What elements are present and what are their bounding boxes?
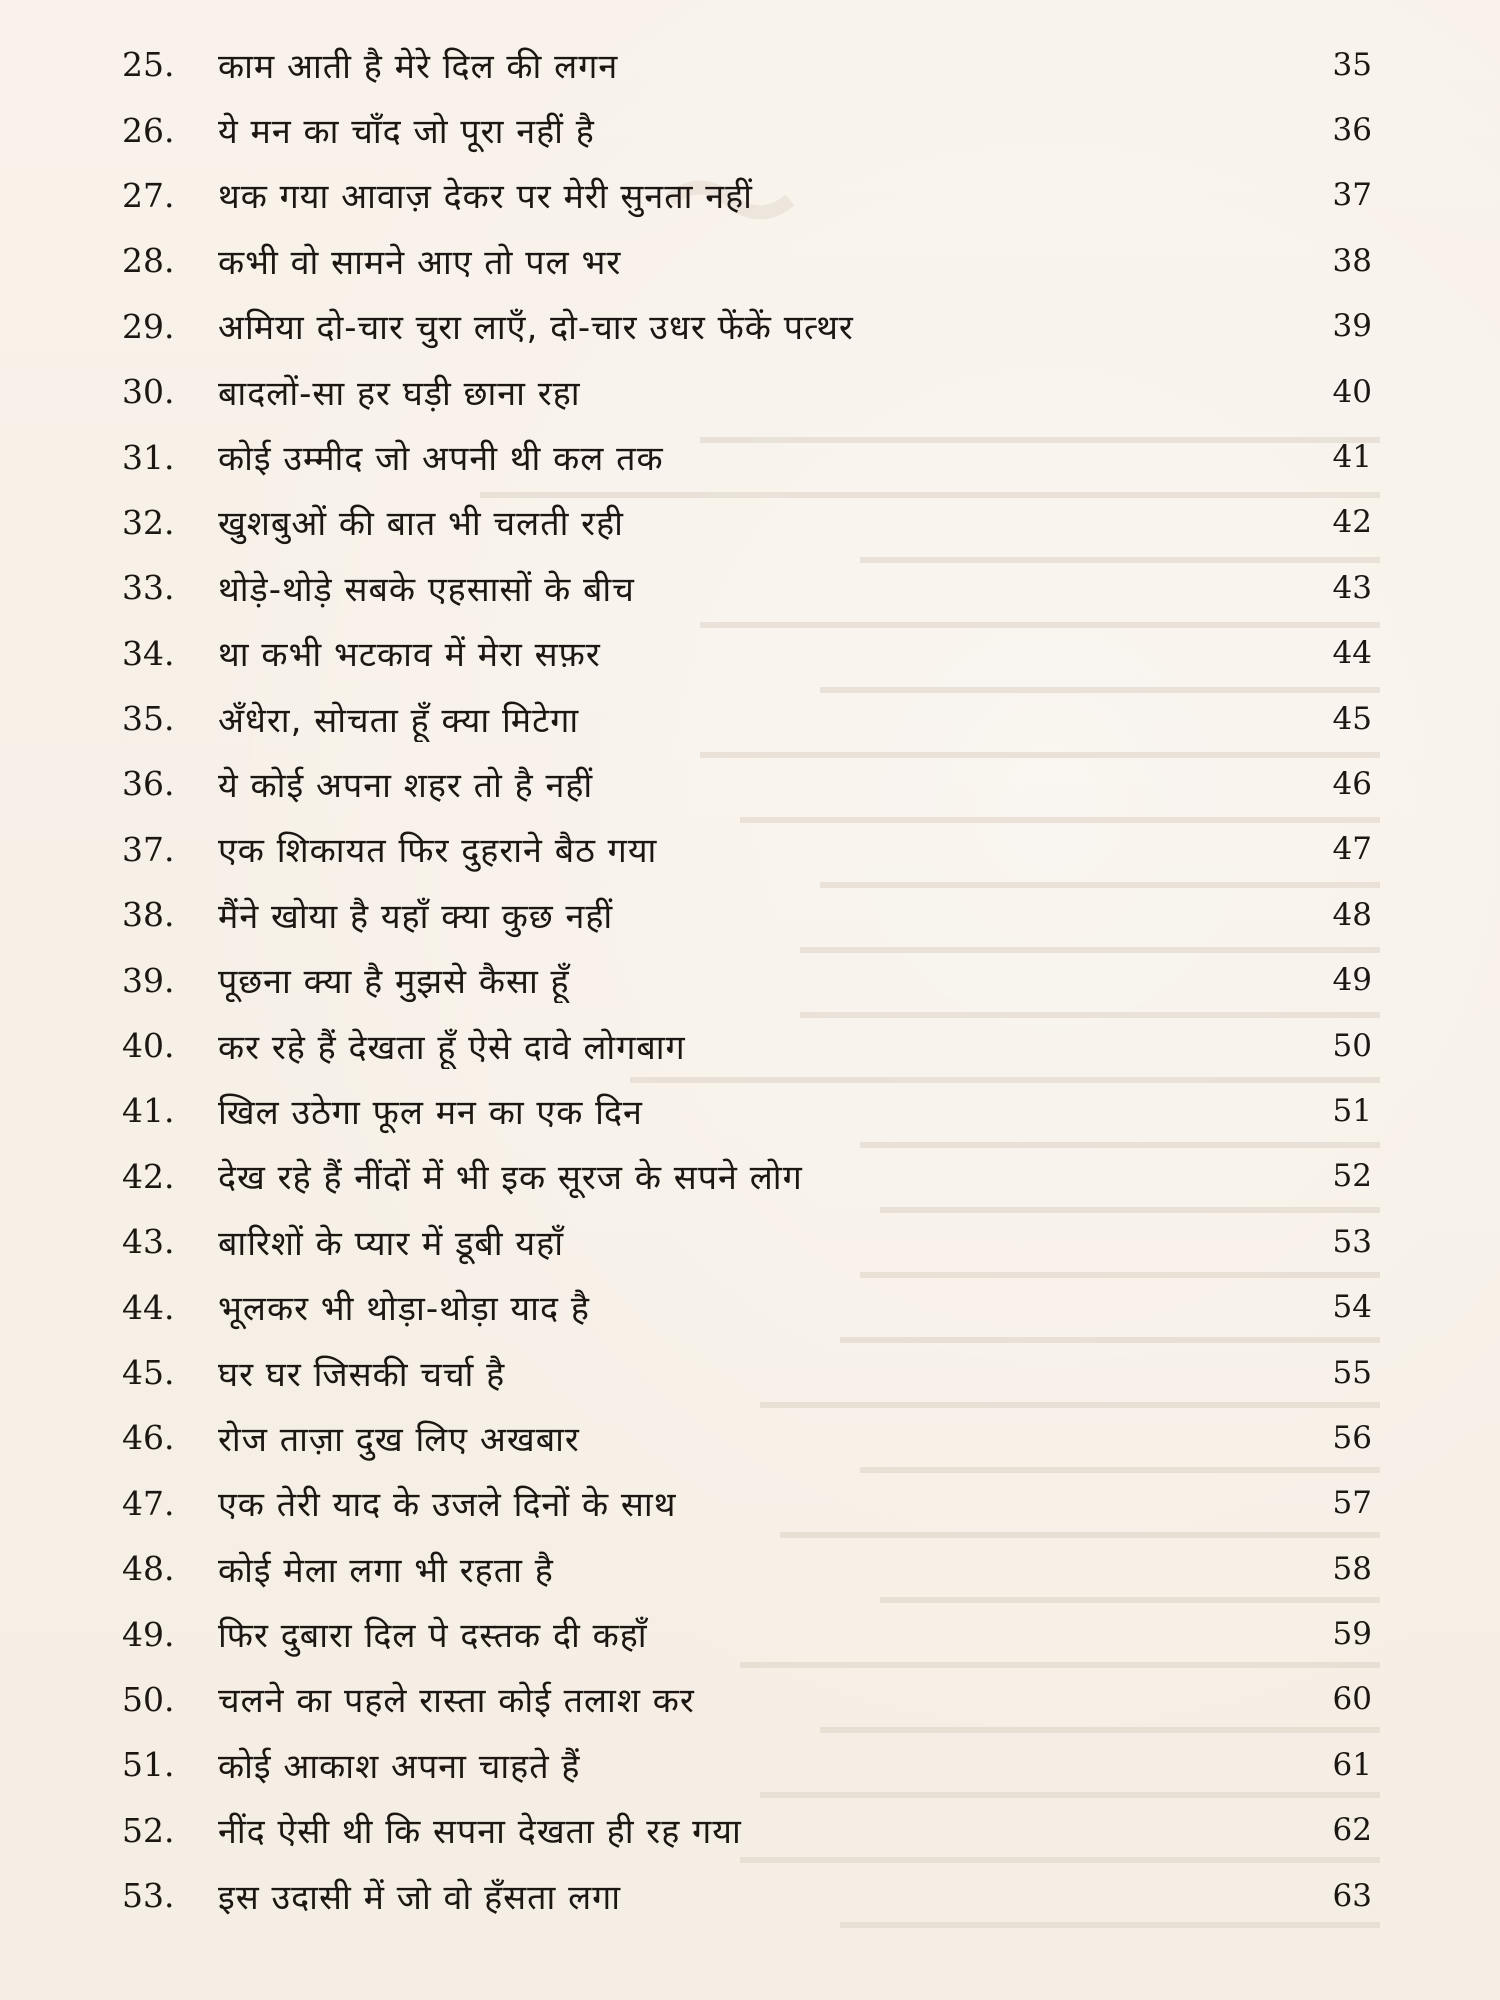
entry-title: बादलों-सा हर घड़ी छाना रहा [218,373,581,414]
entry-title: था कभी भटकाव में मेरा सफ़र [218,635,601,676]
entry-page-number: 36 [1332,112,1372,149]
entry-title: नींद ऐसी थी कि सपना देखता ही रह गया [218,1812,742,1853]
entry-page-number: 51 [1332,1092,1372,1129]
entry-page-number: 39 [1332,308,1372,345]
toc-entry [0,424,1500,489]
entry-title: पूछना क्या है मुझसे कैसा हूँ [218,962,570,1003]
toc-entry [0,97,1500,162]
entry-title: खिल उठेगा फूल मन का एक दिन [218,1092,643,1133]
entry-title: चलने का पहले रास्ता कोई तलाश कर [218,1681,695,1722]
entry-page-number: 56 [1332,1419,1372,1456]
entry-title: खुशबुओं की बात भी चलती रही [218,504,624,545]
entry-number: 43. [122,1222,175,1262]
entry-page-number: 54 [1332,1289,1372,1326]
entry-number: 35. [122,699,175,739]
entry-number: 49. [122,1614,175,1654]
entry-page-number: 37 [1332,177,1372,214]
toc-entry [0,228,1500,293]
entry-page-number: 43 [1332,569,1372,606]
toc-entry [0,1601,1500,1666]
entry-page-number: 55 [1332,1354,1372,1391]
entry-page-number: 57 [1332,1485,1372,1522]
entry-title: देख रहे हैं नींदों में भी इक सूरज के सपने लोग [218,1158,803,1199]
entry-number: 37. [122,829,175,869]
entry-title: कोई आकाश अपना चाहते हैं [218,1746,581,1787]
toc-entry [0,686,1500,751]
entry-number: 45. [122,1353,175,1392]
entry-page-number: 49 [1332,962,1372,999]
entry-number: 31. [122,437,175,477]
toc-entry [0,1013,1500,1078]
toc-entry [0,359,1500,424]
toc-entry [0,1471,1500,1536]
entry-number: 36. [122,764,175,804]
entry-page-number: 62 [1332,1812,1372,1849]
entry-title: एक तेरी याद के उजले दिनों के साथ [218,1485,677,1526]
entry-title: काम आती है मेरे दिल की लगन [218,46,619,87]
entry-number: 44. [122,1287,175,1327]
toc-entry [0,1144,1500,1209]
entry-number: 28. [122,241,175,281]
toc-entry [0,817,1500,882]
entry-title: एक शिकायत फिर दुहराने बैठ गया [218,831,658,872]
table-of-contents [0,32,1500,1928]
entry-title: थोड़े-थोड़े सबके एहसासों के बीच [218,569,635,610]
entry-title: कोई उम्मीद जो अपनी थी कल तक [218,439,664,480]
toc-entry [0,555,1500,620]
entry-page-number: 61 [1332,1746,1372,1783]
entry-page-number: 60 [1332,1681,1372,1718]
toc-entry [0,1340,1500,1405]
entry-number: 39. [122,960,175,1000]
toc-entry [0,621,1500,686]
toc-entry [0,1732,1500,1797]
entry-page-number: 52 [1332,1158,1372,1195]
entry-page-number: 63 [1332,1877,1372,1914]
entry-number: 38. [122,895,175,935]
entry-page-number: 59 [1332,1616,1372,1653]
entry-title: अमिया दो-चार चुरा लाएँ, दो-चार उधर फेंकें पत्थर [218,308,854,349]
entry-title: भूलकर भी थोड़ा-थोड़ा याद है [218,1289,590,1330]
entry-number: 42. [122,1156,175,1196]
toc-entry [0,1667,1500,1732]
entry-number: 53. [122,1876,175,1916]
entry-number: 34. [122,633,175,673]
entry-number: 47. [122,1483,175,1523]
entry-title: कर रहे हैं देखता हूँ ऐसे दावे लोगबाग [218,1027,686,1068]
entry-page-number: 48 [1332,896,1372,933]
toc-entry [0,1405,1500,1470]
entry-number: 26. [122,110,175,150]
toc-entry [0,1209,1500,1274]
toc-entry [0,490,1500,555]
entry-number: 40. [122,1026,175,1066]
toc-entry [0,294,1500,359]
entry-number: 29. [122,306,175,346]
entry-page-number: 44 [1332,635,1372,672]
entry-title: थक गया आवाज़ देकर पर मेरी सुनता नहीं [218,177,753,218]
entry-title: अँधेरा, सोचता हूँ क्या मिटेगा [218,700,580,741]
entry-number: 48. [122,1549,175,1589]
entry-title: रोज ताज़ा दुख लिए अखबार [218,1419,580,1460]
toc-entry [0,1863,1500,1928]
entry-title: फिर दुबारा दिल पे दस्तक दी कहाँ [218,1616,648,1657]
entry-page-number: 50 [1332,1027,1372,1064]
entry-number: 33. [122,568,175,608]
entry-page-number: 35 [1332,46,1372,83]
entry-number: 30. [122,372,175,412]
entry-title: मैंने खोया है यहाँ क्या कुछ नहीं [218,896,614,937]
entry-number: 51. [122,1745,175,1785]
entry-page-number: 42 [1332,504,1372,541]
toc-entry [0,163,1500,228]
entry-title: कोई मेला लगा भी रहता है [218,1550,554,1591]
entry-title: बारिशों के प्यार में डूबी यहाँ [218,1223,564,1264]
toc-entry [0,1798,1500,1863]
toc-entry [0,947,1500,1012]
entry-page-number: 38 [1332,242,1372,279]
entry-number: 50. [122,1679,175,1719]
entry-page-number: 40 [1332,373,1372,410]
entry-title: ये मन का चाँद जो पूरा नहीं है [218,112,595,153]
toc-entry [0,1078,1500,1143]
entry-number: 52. [122,1810,175,1850]
entry-title: कभी वो सामने आए तो पल भर [218,242,622,283]
entry-number: 46. [122,1418,175,1458]
entry-page-number: 46 [1332,765,1372,802]
entry-number: 32. [122,502,175,542]
entry-number: 27. [122,175,175,215]
entry-number: 25. [122,45,175,85]
entry-page-number: 45 [1332,700,1372,737]
toc-entry [0,882,1500,947]
entry-page-number: 58 [1332,1550,1372,1587]
entry-title: घर घर जिसकी चर्चा है [218,1354,506,1395]
toc-entry [0,1536,1500,1601]
entry-page-number: 47 [1332,831,1372,868]
toc-entry [0,751,1500,816]
entry-title: ये कोई अपना शहर तो है नहीं [218,765,594,806]
toc-entry [0,32,1500,97]
entry-page-number: 53 [1332,1223,1372,1260]
entry-number: 41. [122,1091,175,1131]
entry-page-number: 41 [1332,439,1372,476]
entry-title: इस उदासी में जो वो हँसता लगा [218,1877,622,1918]
toc-entry [0,1274,1500,1339]
